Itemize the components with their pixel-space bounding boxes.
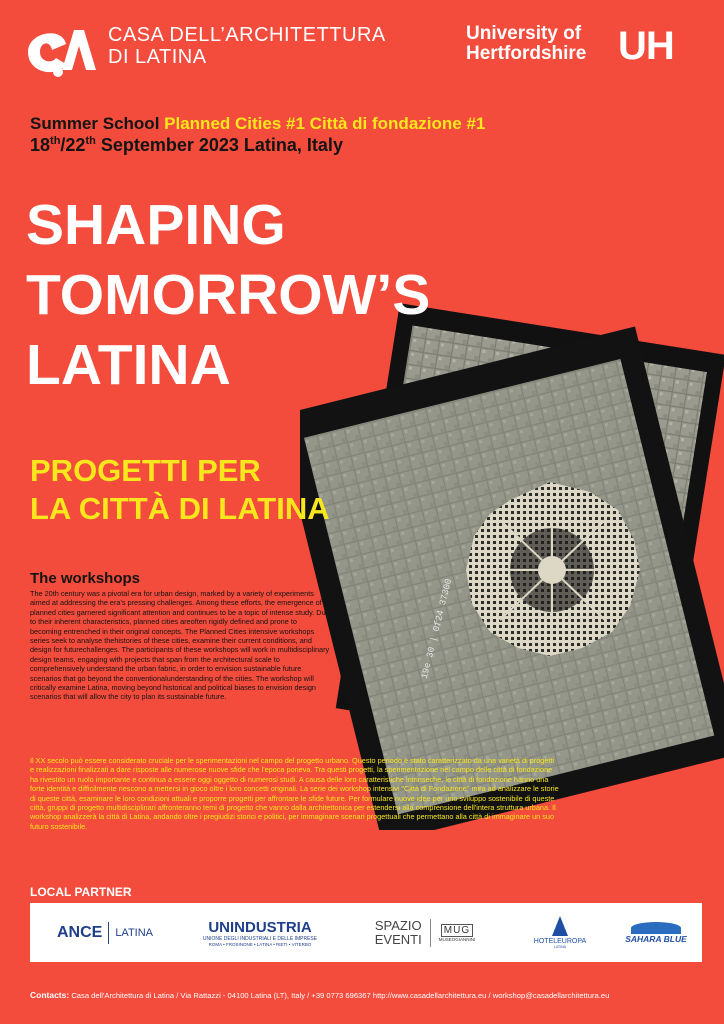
hotel-europa-name: HOTELEUROPA: [533, 938, 587, 945]
unindustria-sub2: ROMA • FROSINONE • LATINA • RIETI • VITERBO: [208, 941, 312, 947]
unindustria-sub1: UNIONE DEGLI INDUSTRIALI E DELLE IMPRESE: [202, 935, 318, 942]
date-start-suffix: th: [50, 135, 61, 147]
title-line3: LATINA: [26, 333, 231, 397]
spazio-text: SPAZIO: [374, 917, 422, 933]
italian-subtitle: [30, 452, 410, 528]
contacts-label: Contacts:: [30, 990, 70, 1000]
casa-name-line1: CASA DELL’ARCHITETTURA: [108, 24, 386, 46]
mug-sub: MUSEOGIANNINI: [438, 936, 476, 942]
university-name-line1: University of: [466, 23, 582, 44]
workshops-italian-text: Il XX secolo può essere considerato cruciale per le sperimentazioni nel campo del progetto urbano. Questo periodo è stato caratterizzato da una varietà di progetti e realizzazioni finalizzati a dare risposte alle numerose nuove sfide che l'epoca poneva. Tra questi progetti, la sperimentazione nel campo delle città di fondazione ha rivestito un ruolo importante e continua a essere oggi oggetto di numerosi studi. A causa delle loro caratteristiche intrinseche, le città di fondazione hanno una forte identità e difficilmente riescono a mettersi in gioco oltre i loro concetti originali. La serie dei workshop intensivi "Città di Fondazione" mira ad analizzare le storie di queste città, esaminare le loro condizioni attuali e proporre progetti per affrontare le sfide future. Per formulare nuove idee per uno sviluppo sostenibile di queste città, gruppi di progetto multidisciplinari affronteranno temi di progetto che vanno dalla architettonica per estendersi alla comprensione dell'intera struttura urbana. Il workshop analizzerà la città di Latina, andando oltre i pregiudizi storici e politici, per immaginare scenari progettuali che permettano alla città di immaginare un suo futuro sostenibile.: [30, 756, 559, 831]
casa-name-line2: DI LATINA: [108, 46, 207, 68]
contacts-text: Casa dell'Architettura di Latina / Via Rattazzi - 04100 Latina (LT), Italy / +39 0773 696367 http://www.casadellarchitettura.eu / workshop@casadellarchitettura.eu: [71, 991, 610, 1000]
sahara-blue-name: SAHARA BLUE: [625, 933, 687, 944]
title-line1: SHAPING: [26, 193, 286, 257]
title-line2: TOMORROW’S: [26, 263, 431, 327]
sahara-wave-icon: [631, 922, 681, 934]
unindustria-name: UNINDUSTRIA: [208, 918, 312, 936]
ance-logo: [30, 903, 180, 962]
unindustria-logo: [180, 903, 340, 962]
eventi-text: EVENTI: [374, 931, 422, 947]
svg-text:19e 30 | 0f24 37300: 19e 30 | 0f24 37300: [419, 577, 455, 680]
hotel-europa-sub: LATINA: [554, 945, 566, 949]
summer-school-label: Summer School: [30, 114, 160, 133]
hotel-europa-logo: [510, 903, 610, 962]
subtitle-line2: LA CITTÀ DI LATINA: [30, 491, 330, 526]
planned-cities-label: Planned Cities #1: [164, 114, 305, 133]
local-partner-heading: LOCAL PARTNER: [30, 885, 132, 899]
uh-logo: UH: [618, 24, 674, 68]
casa-architettura-name: [108, 24, 386, 68]
date-end: /22: [60, 135, 86, 155]
citta-fondazione-label: Città di fondazione #1: [309, 114, 486, 133]
university-name-line2: Hertfordshire: [466, 43, 587, 64]
event-line: [30, 114, 485, 134]
subtitle-line1: PROGETTI PER: [30, 453, 261, 488]
ance-name: ANCE: [56, 923, 103, 941]
workshops-english-text: The 20th century was a pivotal era for urban design, marked by a variety of experiments aimed at addressing the era's pressing challenges. Among these efforts, the emergence of planned cities garnered significant attention and continues to be a topic of intense study. Due to their inherent characteristics, planned cities areoften rigidly defined and prone to becoming entrenched in their original concepts. The Planned Cities intensive workshops series seek to analyse thehistories of these cities, examine their current conditions, and design for futurechallenges. The participants of these workshops will work in multidisciplinary design teams, engaging with projects that span from the architectural scale to comprehensively understand the urban fabric, in order to envision sustainable future scenarios that go beyond the conventionalunderstanding of the cities. The workshop will critically examine Latina, moving beyond historical and political biases to envision design scenarios that will allow the city to plan its sustainable future.: [30, 589, 330, 702]
sahara-blue-logo: [610, 903, 702, 962]
date-rest: September 2023 Latina, Italy: [95, 135, 343, 155]
event-dates: [30, 135, 343, 156]
casa-architettura-logo: [22, 22, 100, 80]
main-title: [26, 190, 546, 400]
contacts-line: [30, 990, 609, 1000]
date-start: 18: [30, 135, 51, 155]
university-name: [466, 24, 586, 64]
spazio-eventi-logo: [340, 903, 510, 962]
date-end-suffix: th: [85, 135, 96, 147]
mug-text: MUG: [441, 924, 473, 937]
workshops-heading: The workshops: [30, 570, 141, 587]
hotel-europa-flag-icon: [552, 916, 568, 936]
partner-logos-strip: [30, 903, 702, 962]
ance-sub: LATINA: [115, 926, 154, 939]
